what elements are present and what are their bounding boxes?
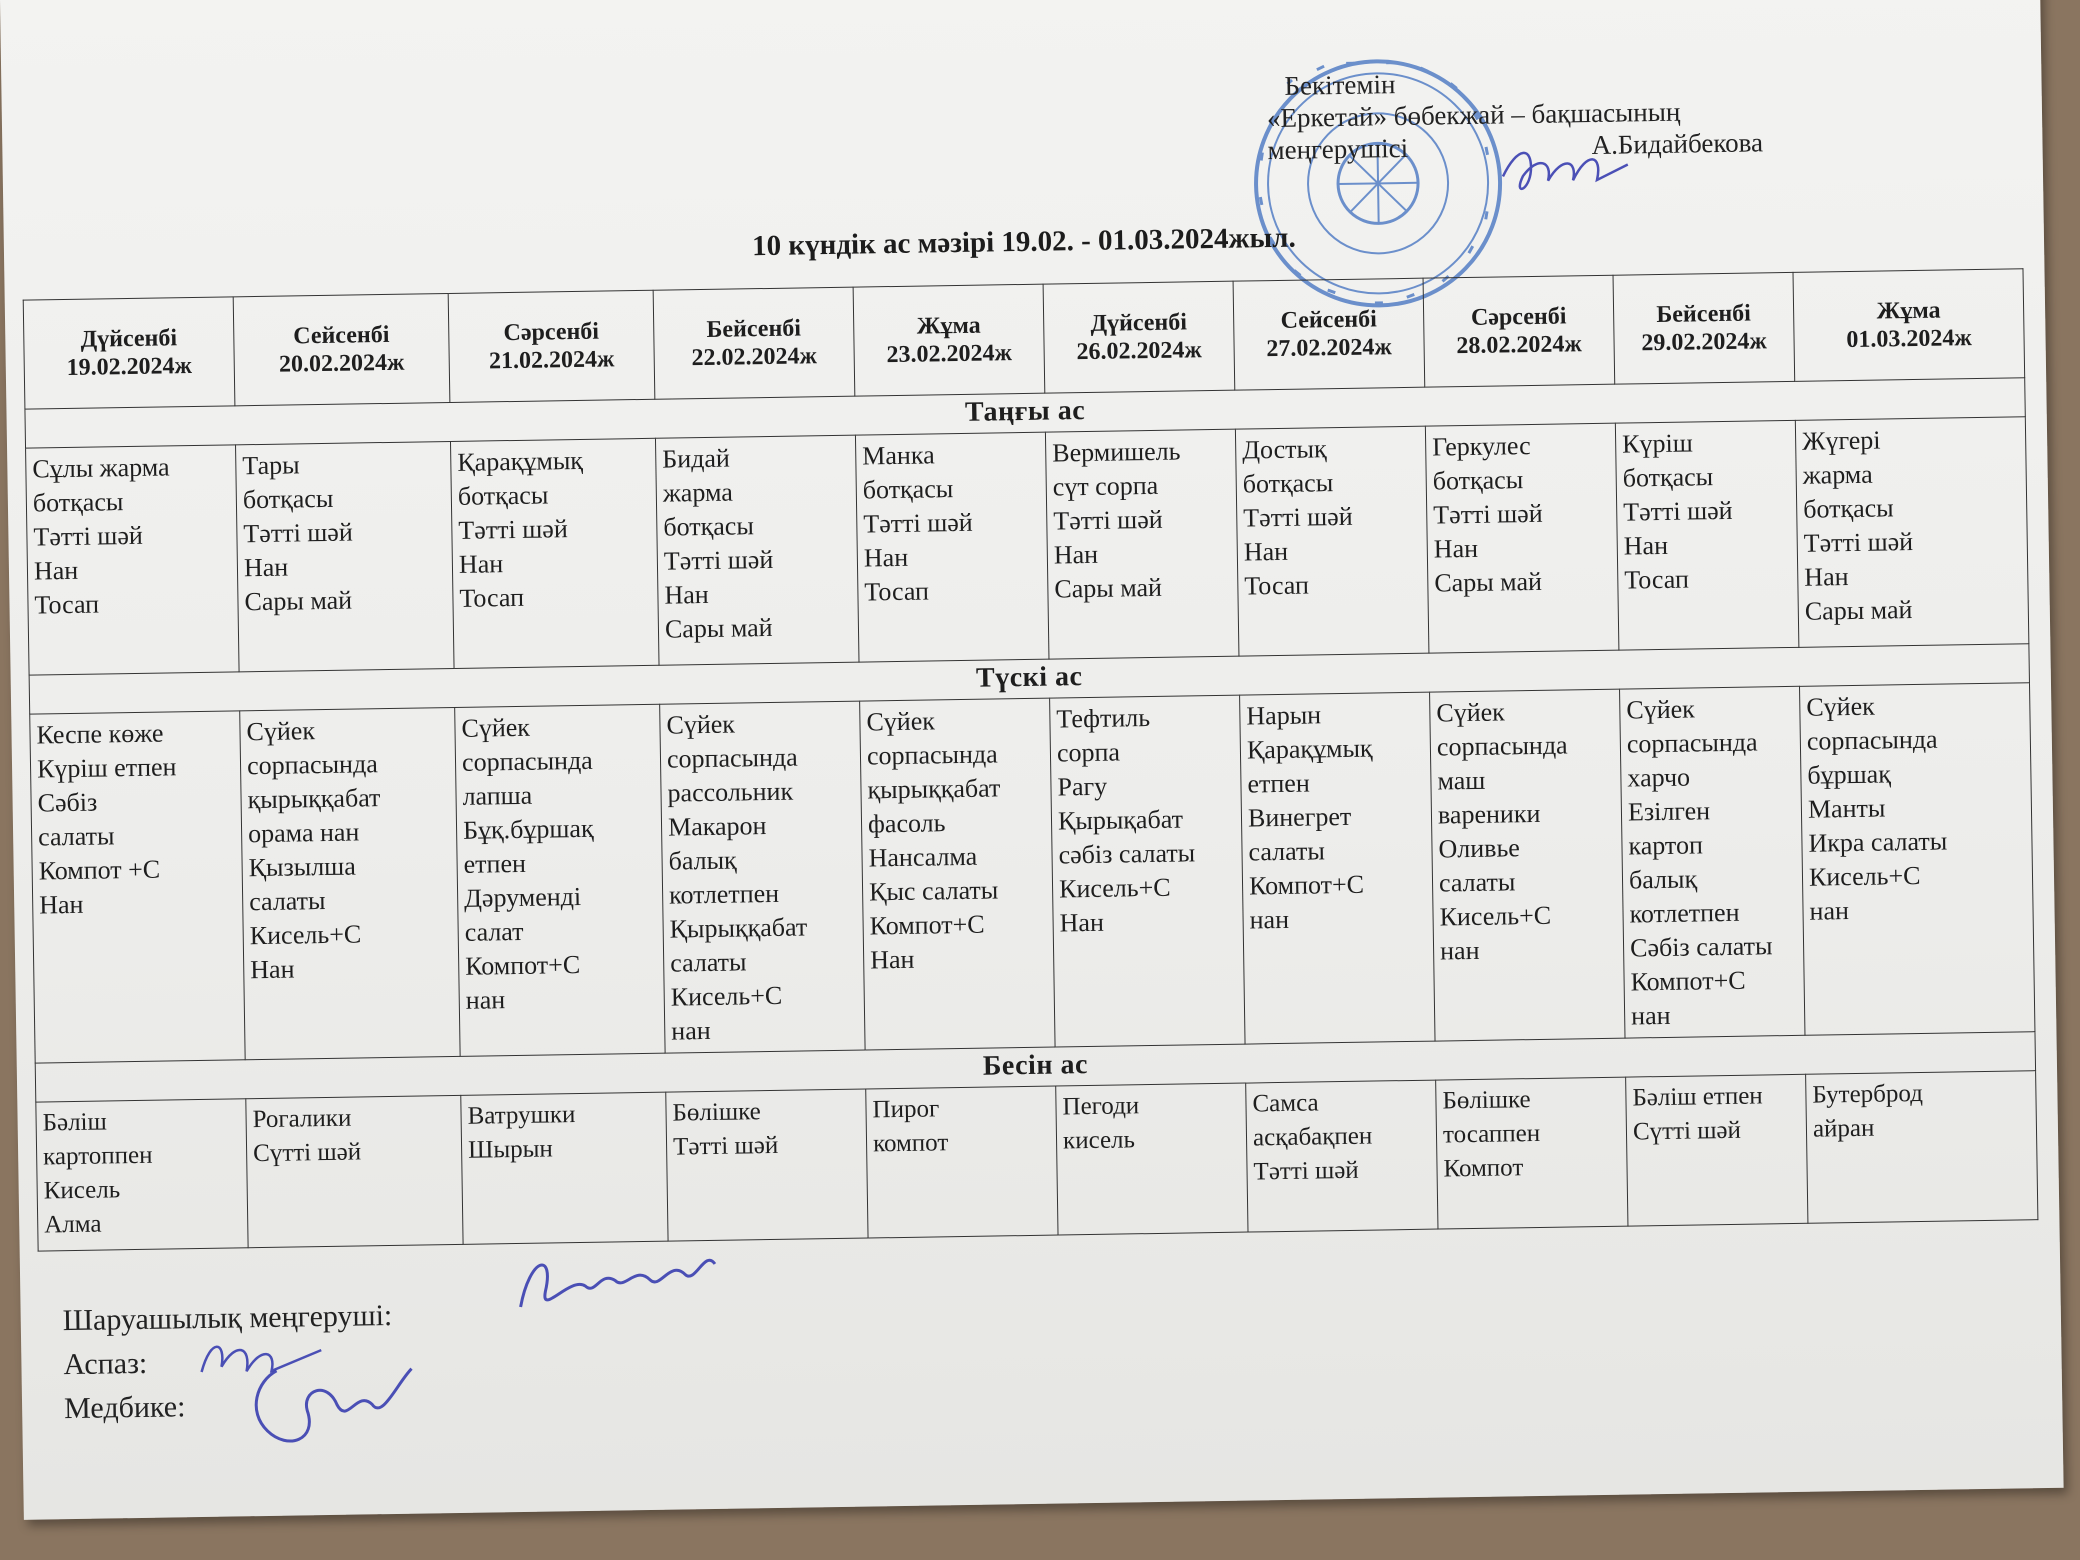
meal-item: Компот +С	[38, 854, 161, 886]
meal-item: Нан	[33, 555, 79, 586]
day-header: Жұма 23.02.2024ж	[853, 284, 1045, 396]
meal-item: Компот+С	[465, 950, 581, 981]
meal-item: сорпасында	[1626, 727, 1758, 759]
meal-cell	[240, 707, 460, 1059]
director-signature	[1492, 134, 1633, 206]
meal-item: Сүтті шәй	[252, 1138, 362, 1168]
meal-item: ботқасы	[1802, 493, 1894, 524]
meal-item: Сұлы жарма	[32, 452, 170, 484]
meal-item: Күріш	[1621, 428, 1693, 459]
meal-item: Компот+С	[1248, 869, 1365, 901]
meal-item: Сары май	[664, 612, 773, 644]
meal-item: нан	[1439, 935, 1480, 966]
meal-item: кисель	[1062, 1126, 1136, 1155]
meal-cell	[236, 441, 455, 671]
meal-item: Сәбіз салаты	[1629, 931, 1773, 963]
meal-cell	[461, 1092, 668, 1244]
meal-item: жарма	[662, 477, 733, 508]
meal-item: лапша	[462, 780, 533, 811]
meal-item: Тәтті шәй	[243, 517, 353, 549]
meal-item: орама нан	[247, 817, 360, 849]
meal-item: Бутерброд	[1812, 1079, 1924, 1109]
meal-item: ботқасы	[32, 487, 124, 518]
meal-item: Макарон	[667, 811, 767, 842]
meal-item: картоппен	[42, 1141, 153, 1171]
meal-item: Сүйек	[666, 709, 736, 740]
meal-item: салаты	[37, 821, 115, 852]
meal-item: балық	[668, 845, 737, 876]
meal-cell	[855, 432, 1049, 662]
meal-item: Рогалики	[252, 1104, 352, 1134]
meal-item: Манты	[1807, 793, 1886, 824]
meal-item: маш	[1437, 765, 1486, 796]
meal-item: Сүйек	[1806, 691, 1875, 722]
meal-item: салаты	[669, 947, 747, 978]
approval-position: меңгерушісі	[1267, 132, 1409, 166]
meal-item: Сүйек	[246, 716, 316, 747]
menu-table	[23, 268, 2039, 1251]
meal-item: Қырықабат	[1057, 804, 1184, 836]
meal-item: Сары май	[1804, 595, 1913, 626]
meal-item: Компот+С	[1630, 965, 1746, 997]
meal-cell	[1240, 692, 1435, 1044]
meal-row-snack	[36, 1071, 2038, 1251]
section-title-lunch: Түскі ас	[29, 644, 2029, 714]
meal-item: Қарақұмық	[1246, 733, 1373, 765]
meal-item: балық	[1628, 864, 1698, 895]
meal-item: Шырын	[467, 1135, 554, 1164]
meal-item: Рагу	[1057, 771, 1108, 802]
meal-item: Кеспе көже	[36, 718, 164, 750]
meal-item: Бұқ.бұршақ	[462, 813, 594, 845]
meal-item: сорпасында	[461, 745, 593, 777]
meal-cell	[1050, 695, 1245, 1047]
meal-item: картоп	[1628, 830, 1704, 861]
meal-item: сорпасында	[666, 742, 798, 774]
meal-item: сорпасында	[246, 749, 378, 781]
meal-item: Сүйек	[1436, 697, 1506, 728]
day-header: Дүйсенбі 19.02.2024ж	[23, 297, 235, 409]
meal-item: бұршақ	[1807, 759, 1892, 790]
meal-cell	[1425, 423, 1619, 653]
meal-item: харчо	[1627, 762, 1691, 793]
meal-item: Тосап	[459, 582, 525, 613]
meal-item: Тәтті шәй	[33, 520, 144, 552]
meal-item: етпен	[463, 848, 527, 879]
meal-item: Бидай	[662, 443, 731, 474]
meal-item: Самса	[1252, 1089, 1319, 1118]
meal-item: Пирог	[872, 1095, 940, 1124]
meal-item: салаты	[248, 886, 326, 917]
meal-item: Нан	[1243, 536, 1289, 567]
meal-cell	[1045, 429, 1239, 659]
meal-cell	[1436, 1077, 1628, 1229]
meal-item: котлетпен	[668, 878, 780, 910]
meal-item: Тосап	[1244, 570, 1310, 601]
meal-cell	[450, 438, 659, 668]
meal-item: Алма	[44, 1210, 102, 1239]
meal-item: Тәтті шәй	[1623, 495, 1733, 527]
meal-item: Нан	[38, 889, 84, 920]
day-header: Бейсенбі 22.02.2024ж	[653, 287, 855, 399]
meal-item: Тәтті шәй	[1053, 504, 1163, 536]
meal-item: нан	[1249, 904, 1290, 935]
meal-item: нан	[671, 1015, 711, 1046]
meal-cell	[36, 1099, 248, 1251]
meal-item: етпен	[1247, 768, 1310, 799]
meal-item: нан	[1809, 896, 1850, 926]
meal-item: Бәліш етпен	[1632, 1082, 1763, 1112]
meal-item: Қарақұмық	[457, 445, 584, 477]
meal-item: компот	[872, 1129, 949, 1158]
meal-item: айран	[1812, 1114, 1875, 1143]
meal-item: Винегрет	[1247, 801, 1352, 833]
meal-item: сәбіз салаты	[1058, 838, 1196, 870]
meal-item: асқабақпен	[1252, 1122, 1373, 1152]
meal-item: Кисель+С	[670, 980, 783, 1012]
meal-row-breakfast	[26, 417, 2029, 675]
section-title-breakfast: Таңғы ас	[25, 378, 2025, 448]
meal-item: Нан	[1804, 562, 1849, 592]
meal-item: Тәтті шәй	[1253, 1156, 1359, 1186]
meal-item: ботқасы	[1622, 462, 1714, 493]
meal-item: Бәліш	[42, 1108, 107, 1137]
day-header: Жұма 01.03.2024ж	[1793, 269, 2025, 382]
meal-cell	[455, 704, 665, 1056]
meal-cell	[1615, 420, 1799, 650]
section-title-snack: Бесін ас	[35, 1032, 2035, 1102]
meal-item: сүт сорпа	[1052, 470, 1159, 502]
day-header: Бейсенбі 29.02.2024ж	[1613, 272, 1795, 384]
meal-item: Тосап	[34, 589, 100, 620]
meal-item: Манка	[862, 440, 935, 471]
meal-item: нан	[465, 985, 506, 1015]
meal-item: Сары май	[1054, 572, 1163, 604]
meal-item: Сары май	[244, 585, 353, 617]
meal-item: нан	[1630, 1000, 1671, 1031]
meal-item: ботқасы	[242, 483, 334, 515]
nurse-label: Медбике:	[63, 1390, 186, 1426]
meal-cell	[1056, 1083, 1248, 1235]
meal-item: Сүйек	[461, 712, 531, 743]
meal-item: Сары май	[1434, 566, 1543, 598]
day-header: Сейсенбі 27.02.2024ж	[1233, 278, 1425, 390]
meal-cell	[30, 711, 245, 1063]
cook-label: Аспаз:	[63, 1346, 148, 1382]
meal-item: Бөлішке	[1442, 1086, 1531, 1115]
meal-item: котлетпен	[1629, 897, 1740, 929]
meal-item: Тәтті шәй	[663, 544, 774, 576]
meal-item: Компот	[1443, 1154, 1524, 1183]
meal-item: сорпасында	[1806, 724, 1938, 756]
meal-item: Тосап	[864, 576, 930, 607]
meal-item: Нарын	[1246, 700, 1322, 731]
meal-item: Нан	[1053, 539, 1099, 570]
meal-item: Сүтті шәй	[1632, 1116, 1742, 1146]
meal-item: салаты	[1248, 836, 1326, 867]
meal-item: Икра салаты	[1808, 826, 1948, 858]
approval-line2: «Еркетай» бөбекжай – бақшасының	[1266, 96, 1681, 134]
meal-item: Бөлішке	[672, 1098, 761, 1127]
meal-item: Тефтиль	[1056, 703, 1151, 734]
meal-item: Достық	[1241, 434, 1327, 465]
approval-name: А.Бидайбекова	[1591, 127, 1764, 161]
meal-item: сорпа	[1056, 737, 1121, 768]
meal-cell	[860, 698, 1055, 1050]
meal-row-lunch	[30, 683, 2035, 1063]
meal-item: Тәтті шәй	[863, 507, 973, 539]
meal-cell	[1430, 689, 1625, 1041]
meal-cell	[1235, 426, 1429, 656]
meal-item: Пегоди	[1062, 1092, 1140, 1121]
meal-cell	[1626, 1074, 1808, 1226]
meal-cell	[866, 1086, 1058, 1238]
meal-item: тосаппен	[1442, 1119, 1541, 1149]
meal-item: қырыққабат	[247, 783, 381, 815]
meal-item: Тосап	[1624, 564, 1690, 595]
meal-cell	[1795, 417, 2029, 648]
meal-item: Нан	[243, 552, 289, 583]
nurse-signature	[246, 1348, 428, 1461]
meal-item: Кисель+С	[1808, 860, 1921, 892]
day-header: Дүйсенбі 26.02.2024ж	[1043, 281, 1235, 393]
meal-item: Кисель	[43, 1176, 121, 1205]
meal-cell	[1806, 1071, 2038, 1224]
meal-cell	[1800, 683, 2035, 1036]
meal-item: ботқасы	[1432, 465, 1524, 496]
meal-item: салат	[464, 916, 524, 947]
day-header: Сәрсенбі 28.02.2024ж	[1423, 275, 1615, 387]
meal-item: Қыс салаты	[868, 875, 999, 907]
meal-item: Тары	[242, 450, 300, 481]
meal-cell	[1246, 1080, 1438, 1232]
meal-item: Сүйек	[1626, 694, 1696, 725]
meal-item: Күріш етпен	[36, 752, 177, 784]
meal-item: Нан	[869, 944, 915, 975]
meal-item: фасоль	[867, 808, 946, 839]
meal-item: Нан	[458, 549, 504, 579]
meal-cell	[1620, 686, 1805, 1038]
meal-item: Қызылша	[248, 851, 356, 883]
meal-item: Кисель+С	[1439, 900, 1552, 932]
meal-item: Нан	[1059, 907, 1105, 938]
meal-item: ботқасы	[663, 511, 755, 542]
day-header: Сейсенбі 20.02.2024ж	[233, 293, 450, 405]
meal-item: Кисель+С	[1058, 872, 1171, 904]
meal-item: ботқасы	[457, 480, 549, 511]
meal-cell	[26, 445, 240, 675]
meal-item: Геркулес	[1431, 431, 1531, 462]
meal-item: ботқасы	[862, 474, 954, 505]
meal-item: Нан	[863, 542, 909, 573]
meal-item: Дәрумендi	[463, 881, 582, 913]
meal-item: Сүйек	[866, 706, 936, 737]
meal-cell	[246, 1095, 463, 1247]
meal-item: Езілген	[1627, 796, 1711, 827]
meal-item: рассольник	[667, 776, 794, 808]
meal-item: вареники	[1437, 798, 1541, 830]
meal-item: сорпасында	[866, 739, 998, 771]
meal-item: Кисель+С	[249, 919, 362, 951]
meal-item: Қырыққабат	[669, 912, 808, 944]
meal-item: қырыққабат	[867, 773, 1001, 805]
meal-item: Тәтті шәй	[1433, 498, 1543, 530]
meal-item: салаты	[1438, 867, 1516, 898]
meal-item: ботқасы	[1242, 468, 1334, 499]
manager-signature	[500, 1244, 741, 1328]
meal-item: Тәтті шәй	[1803, 527, 1914, 558]
meal-item: Ватрушки	[467, 1101, 576, 1130]
meal-item: Нансалма	[868, 841, 978, 873]
meal-item: Оливье	[1438, 833, 1521, 864]
meal-item: Тәтті шәй	[1243, 501, 1353, 533]
meal-item: Жүгері	[1801, 425, 1881, 456]
meal-item: Сәбіз	[37, 787, 98, 818]
meal-item: Нан	[1433, 533, 1479, 564]
meal-cell	[660, 701, 865, 1053]
meal-cell	[655, 435, 859, 665]
meal-item: Тәтті шәй	[672, 1131, 779, 1161]
meal-item: Тәтті шәй	[458, 514, 568, 545]
manager-label: Шаруашылық меңгеруші:	[62, 1299, 393, 1338]
meal-item: Вермишель	[1052, 436, 1181, 468]
page-title: 10 күндік ас мәзірі 19.02. - 01.03.2024жыл.	[751, 221, 1296, 263]
approval-line1: Бекітемін	[1284, 69, 1396, 101]
meal-item: жарма	[1802, 459, 1873, 490]
day-header: Сәрсенбі 21.02.2024ж	[448, 290, 655, 402]
meal-item: Нан	[1623, 530, 1669, 561]
meal-item: сорпасында	[1436, 730, 1568, 762]
meal-cell	[666, 1089, 868, 1241]
meal-item: Нан	[250, 954, 295, 985]
meal-item: Нан	[664, 579, 709, 610]
meal-item: Компот+С	[869, 909, 985, 941]
